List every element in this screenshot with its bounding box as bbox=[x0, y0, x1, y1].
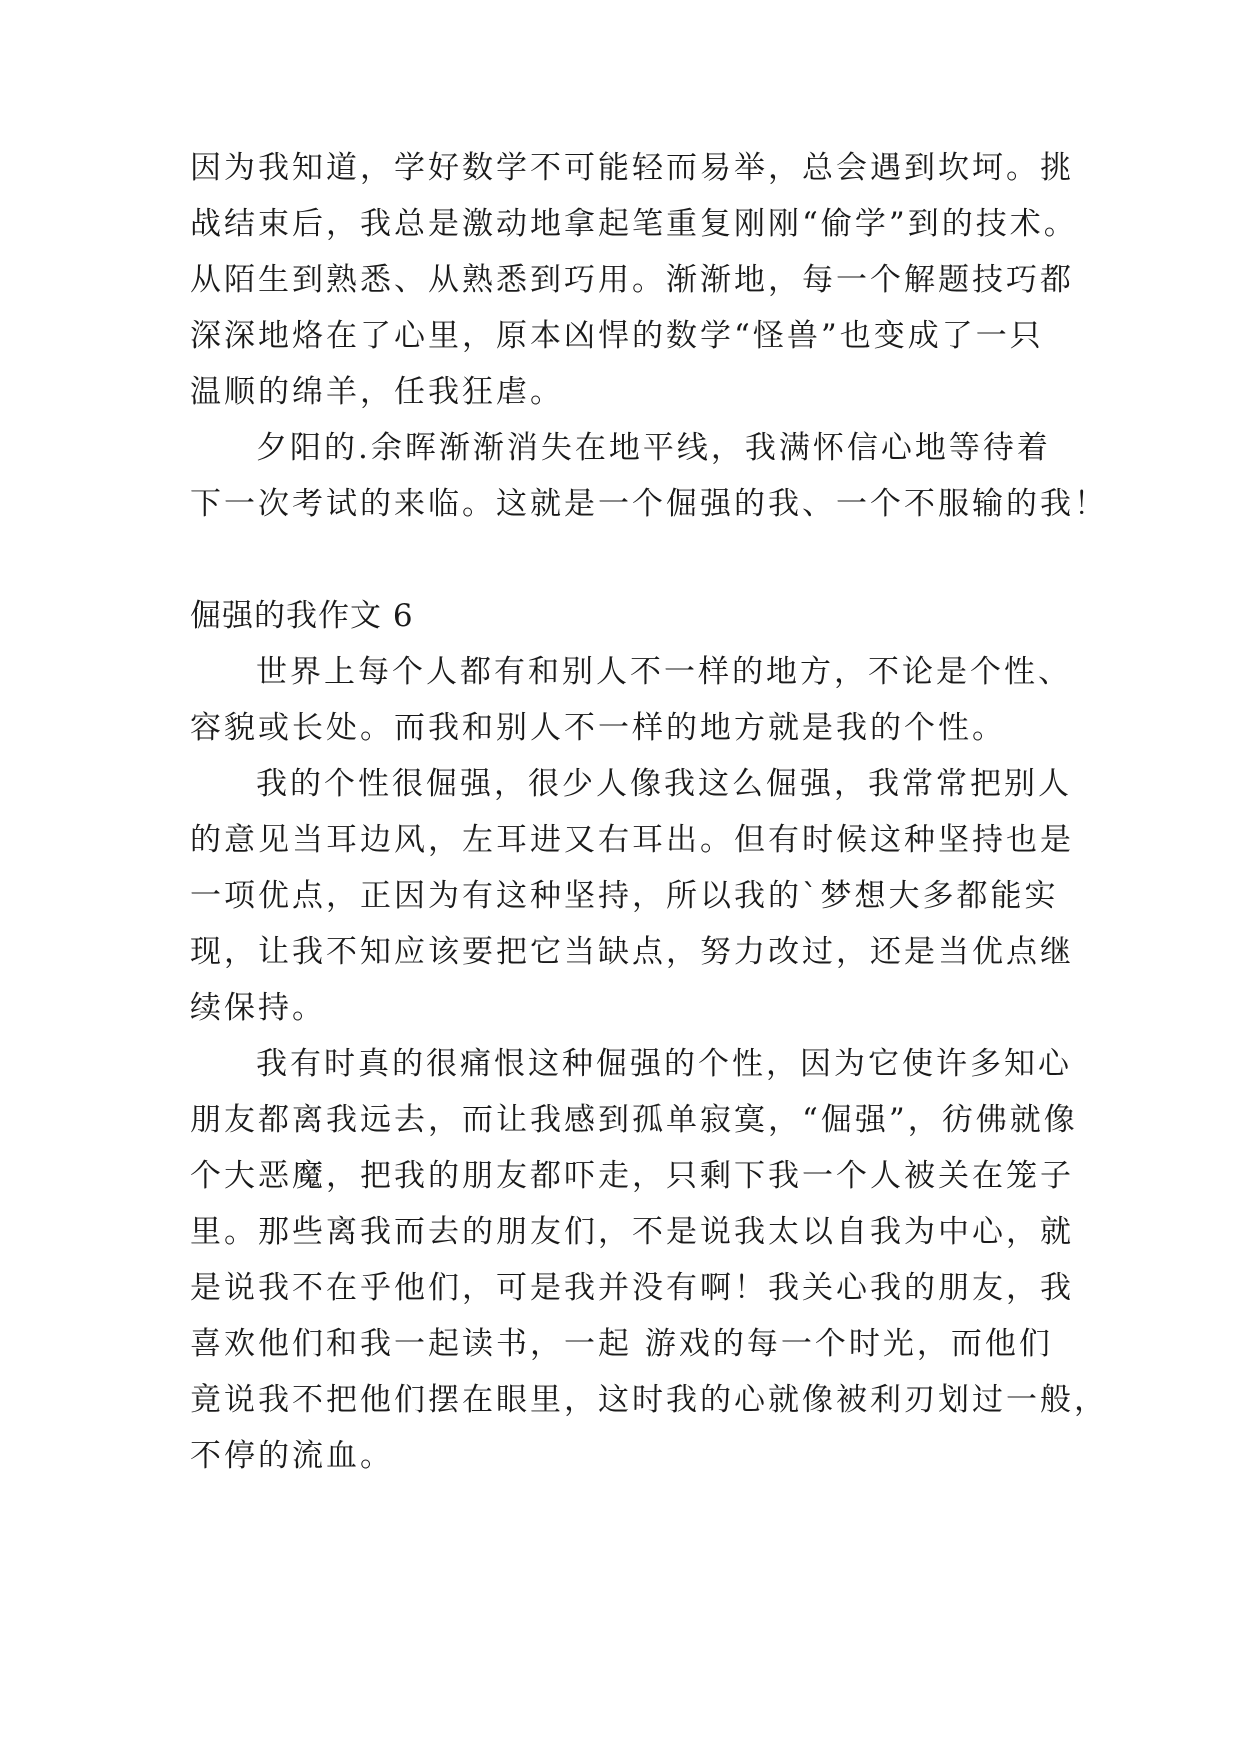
text-line: 不停的流血。 bbox=[190, 1438, 394, 1474]
text-line: 个大恶魔，把我的朋友都吓走，只剩下我一个人被关在笼子 bbox=[190, 1158, 1074, 1194]
text-line: 喜欢他们和我一起读书，一起 游戏的每一个时光，而他们 bbox=[190, 1326, 1053, 1362]
text-line: 一项优点，正因为有这种坚持，所以我的`梦想大多都能实 bbox=[190, 878, 1059, 914]
text-line: 朋友都离我远去，而让我感到孤单寂寞，“倔强”，彷佛就像 bbox=[190, 1102, 1078, 1138]
text-line: 从陌生到熟悉、从熟悉到巧用。渐渐地，每一个解题技巧都 bbox=[190, 262, 1074, 298]
text-line: 里。那些离我而去的朋友们，不是说我太以自我为中心，就 bbox=[190, 1214, 1074, 1250]
text-line: 夕阳的.余晖渐渐消失在地平线，我满怀信心地等待着 bbox=[256, 430, 1051, 466]
text-line: 现，让我不知应该要把它当缺点，努力改过，还是当优点继 bbox=[190, 934, 1074, 970]
text-line: 的意见当耳边风，左耳进又右耳出。但有时候这种坚持也是 bbox=[190, 822, 1074, 858]
text-line: 战结束后，我总是激动地拿起笔重复刚刚“偷学”到的技术。 bbox=[190, 206, 1078, 242]
text-line: 温顺的绵羊，任我狂虐。 bbox=[190, 374, 564, 410]
section-title: 倔强的我作文 6 bbox=[190, 598, 414, 634]
text-line: 世界上每个人都有和别人不一样的地方，不论是个性、 bbox=[256, 654, 1072, 690]
text-line: 我的个性很倔强，很少人像我这么倔强，我常常把别人 bbox=[256, 766, 1072, 802]
text-line: 容貌或长处。而我和别人不一样的地方就是我的个性。 bbox=[190, 710, 1006, 746]
text-line: 续保持。 bbox=[190, 990, 326, 1026]
text-line: 是说我不在乎他们，可是我并没有啊！我关心我的朋友，我 bbox=[190, 1270, 1074, 1306]
text-line: 竟说我不把他们摆在眼里，这时我的心就像被利刃划过一般， bbox=[190, 1382, 1108, 1418]
text-line: 我有时真的很痛恨这种倔强的个性，因为它使许多知心 bbox=[256, 1046, 1072, 1082]
text-line: 深深地烙在了心里，原本凶悍的数学“怪兽”也变成了一只 bbox=[190, 318, 1044, 354]
text-line: 因为我知道，学好数学不可能轻而易举，总会遇到坎坷。挑 bbox=[190, 150, 1074, 186]
text-line: 下一次考试的来临。这就是一个倔强的我、一个不服输的我！ bbox=[190, 486, 1108, 522]
